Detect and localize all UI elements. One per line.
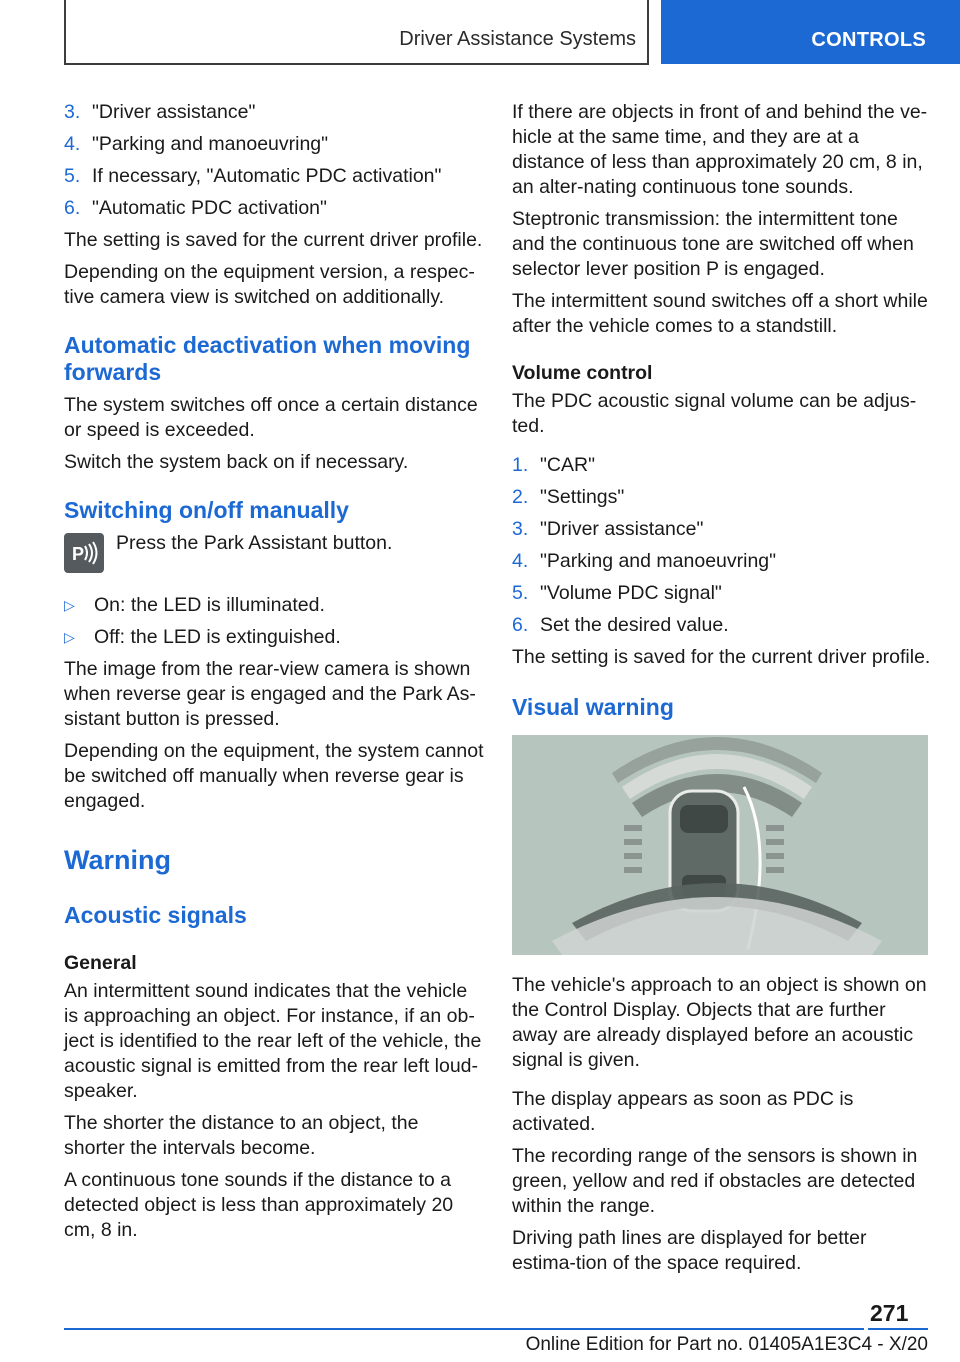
paragraph: If there are objects in front of and behind the ve-hicle at the same time, and they are at a distance of less than approximately 20 cm, 8 in, an alter-nating continuous tone sounds. — [512, 101, 928, 198]
triangle-bullet-icon: ▷ — [64, 629, 75, 645]
park-assistant-instruction — [64, 531, 484, 573]
paragraph: A continuous tone sounds if the distance to a detected object is less than approximately 20 cm, 8 in. — [64, 1169, 454, 1241]
right-column — [512, 100, 932, 1283]
paragraph: The setting is saved for the current driver profile. — [512, 646, 931, 668]
heading-acoustic-signals: Acoustic signals — [64, 902, 247, 928]
paragraph: Switch the system back on if necessary. — [64, 451, 409, 473]
button-instruction-text: Press the Park Assistant button. — [116, 532, 393, 554]
paragraph: The PDC acoustic signal volume can be adjus-ted. — [512, 390, 917, 437]
header-chapter-tab[interactable] — [661, 0, 960, 64]
footer-rule — [64, 1328, 864, 1330]
list-item: 3. "Driver assistance" — [512, 518, 704, 540]
park-assistant-button-icon — [64, 533, 104, 573]
list-item: ▷ On: the LED is illuminated. — [64, 594, 325, 616]
paragraph: The setting is saved for the current driver profile. — [64, 229, 483, 251]
list-item: 5. If necessary, "Automatic PDC activation" — [64, 165, 442, 187]
list-item: 1. "CAR" — [512, 454, 596, 476]
list-item: 4. "Parking and manoeuvring" — [64, 133, 329, 155]
list-item: 6. Set the desired value. — [512, 614, 729, 636]
heading-warning: Warning — [64, 845, 171, 875]
header-chapter-label: CONTROLS — [811, 29, 926, 51]
paragraph: The image from the rear-view camera is shown when reverse gear is engaged and the Park As-sistant button is pressed. — [64, 658, 476, 730]
heading-volume-control: Volume control — [512, 362, 653, 384]
list-item: 5. "Volume PDC signal" — [512, 582, 722, 604]
pdc-display-illustration — [512, 735, 928, 955]
paragraph: Depending on the equipment, the system cannot be switched off manually when reverse gear is engaged. — [64, 740, 484, 812]
list-item: 4. "Parking and manoeuvring" — [512, 550, 777, 572]
page-number: 271 — [870, 1300, 909, 1326]
list-item: 6. "Automatic PDC activation" — [64, 197, 327, 219]
svg-text:P: P — [72, 544, 85, 564]
left-column — [64, 100, 484, 1250]
paragraph: The recording range of the sensors is shown in green, yellow and red if obstacles are detected within the range. — [512, 1145, 918, 1217]
triangle-bullet-icon: ▷ — [64, 597, 75, 613]
paragraph: An intermittent sound indicates that the vehicle is approaching an object. For instance, if an ob-ject is identified to the rear left of the vehicle, the acoustic signal is emitted from the rear left loud-speaker. — [64, 980, 482, 1102]
heading-visual-warning: Visual warning — [512, 694, 674, 720]
list-item: ▷ Off: the LED is extinguished. — [64, 626, 341, 648]
heading-general: General — [64, 952, 137, 974]
heading-automatic-deactivation: Automatic deactivation when moving forwards — [64, 332, 471, 385]
paragraph: The system switches off once a certain distance or speed is exceeded. — [64, 394, 478, 441]
heading-switching-manually: Switching on/off manually — [64, 497, 349, 523]
paragraph: The intermittent sound switches off a short while after the vehicle comes to a standstill. — [512, 290, 928, 337]
footer-rule-short — [868, 1328, 928, 1330]
list-item: 3. "Driver assistance" — [64, 101, 256, 123]
header-rule-bottom — [64, 63, 649, 65]
footer-edition: Online Edition for Part no. 01405A1E3C4 - X/20 — [525, 1334, 928, 1355]
paragraph: Driving path lines are displayed for better estima-tion of the space required. — [512, 1227, 867, 1274]
paragraph: The shorter the distance to an object, the shorter the intervals become. — [64, 1112, 419, 1159]
list-item: 2. "Settings" — [512, 486, 625, 508]
paragraph: Steptronic transmission: the intermittent tone and the continuous tone are switched off when selector lever position P is engaged. — [512, 208, 914, 280]
paragraph: The vehicle's approach to an object is shown on the Control Display. Objects that are further away are already displayed before an acoustic signal is given. — [512, 974, 927, 1071]
paragraph: The display appears as soon as PDC is activated. — [512, 1088, 854, 1135]
header-section-title: Driver Assistance Systems — [399, 28, 636, 50]
header-rule-right — [647, 0, 649, 64]
paragraph: Depending on the equipment version, a respec-tive camera view is switched on additionally. — [64, 261, 475, 308]
